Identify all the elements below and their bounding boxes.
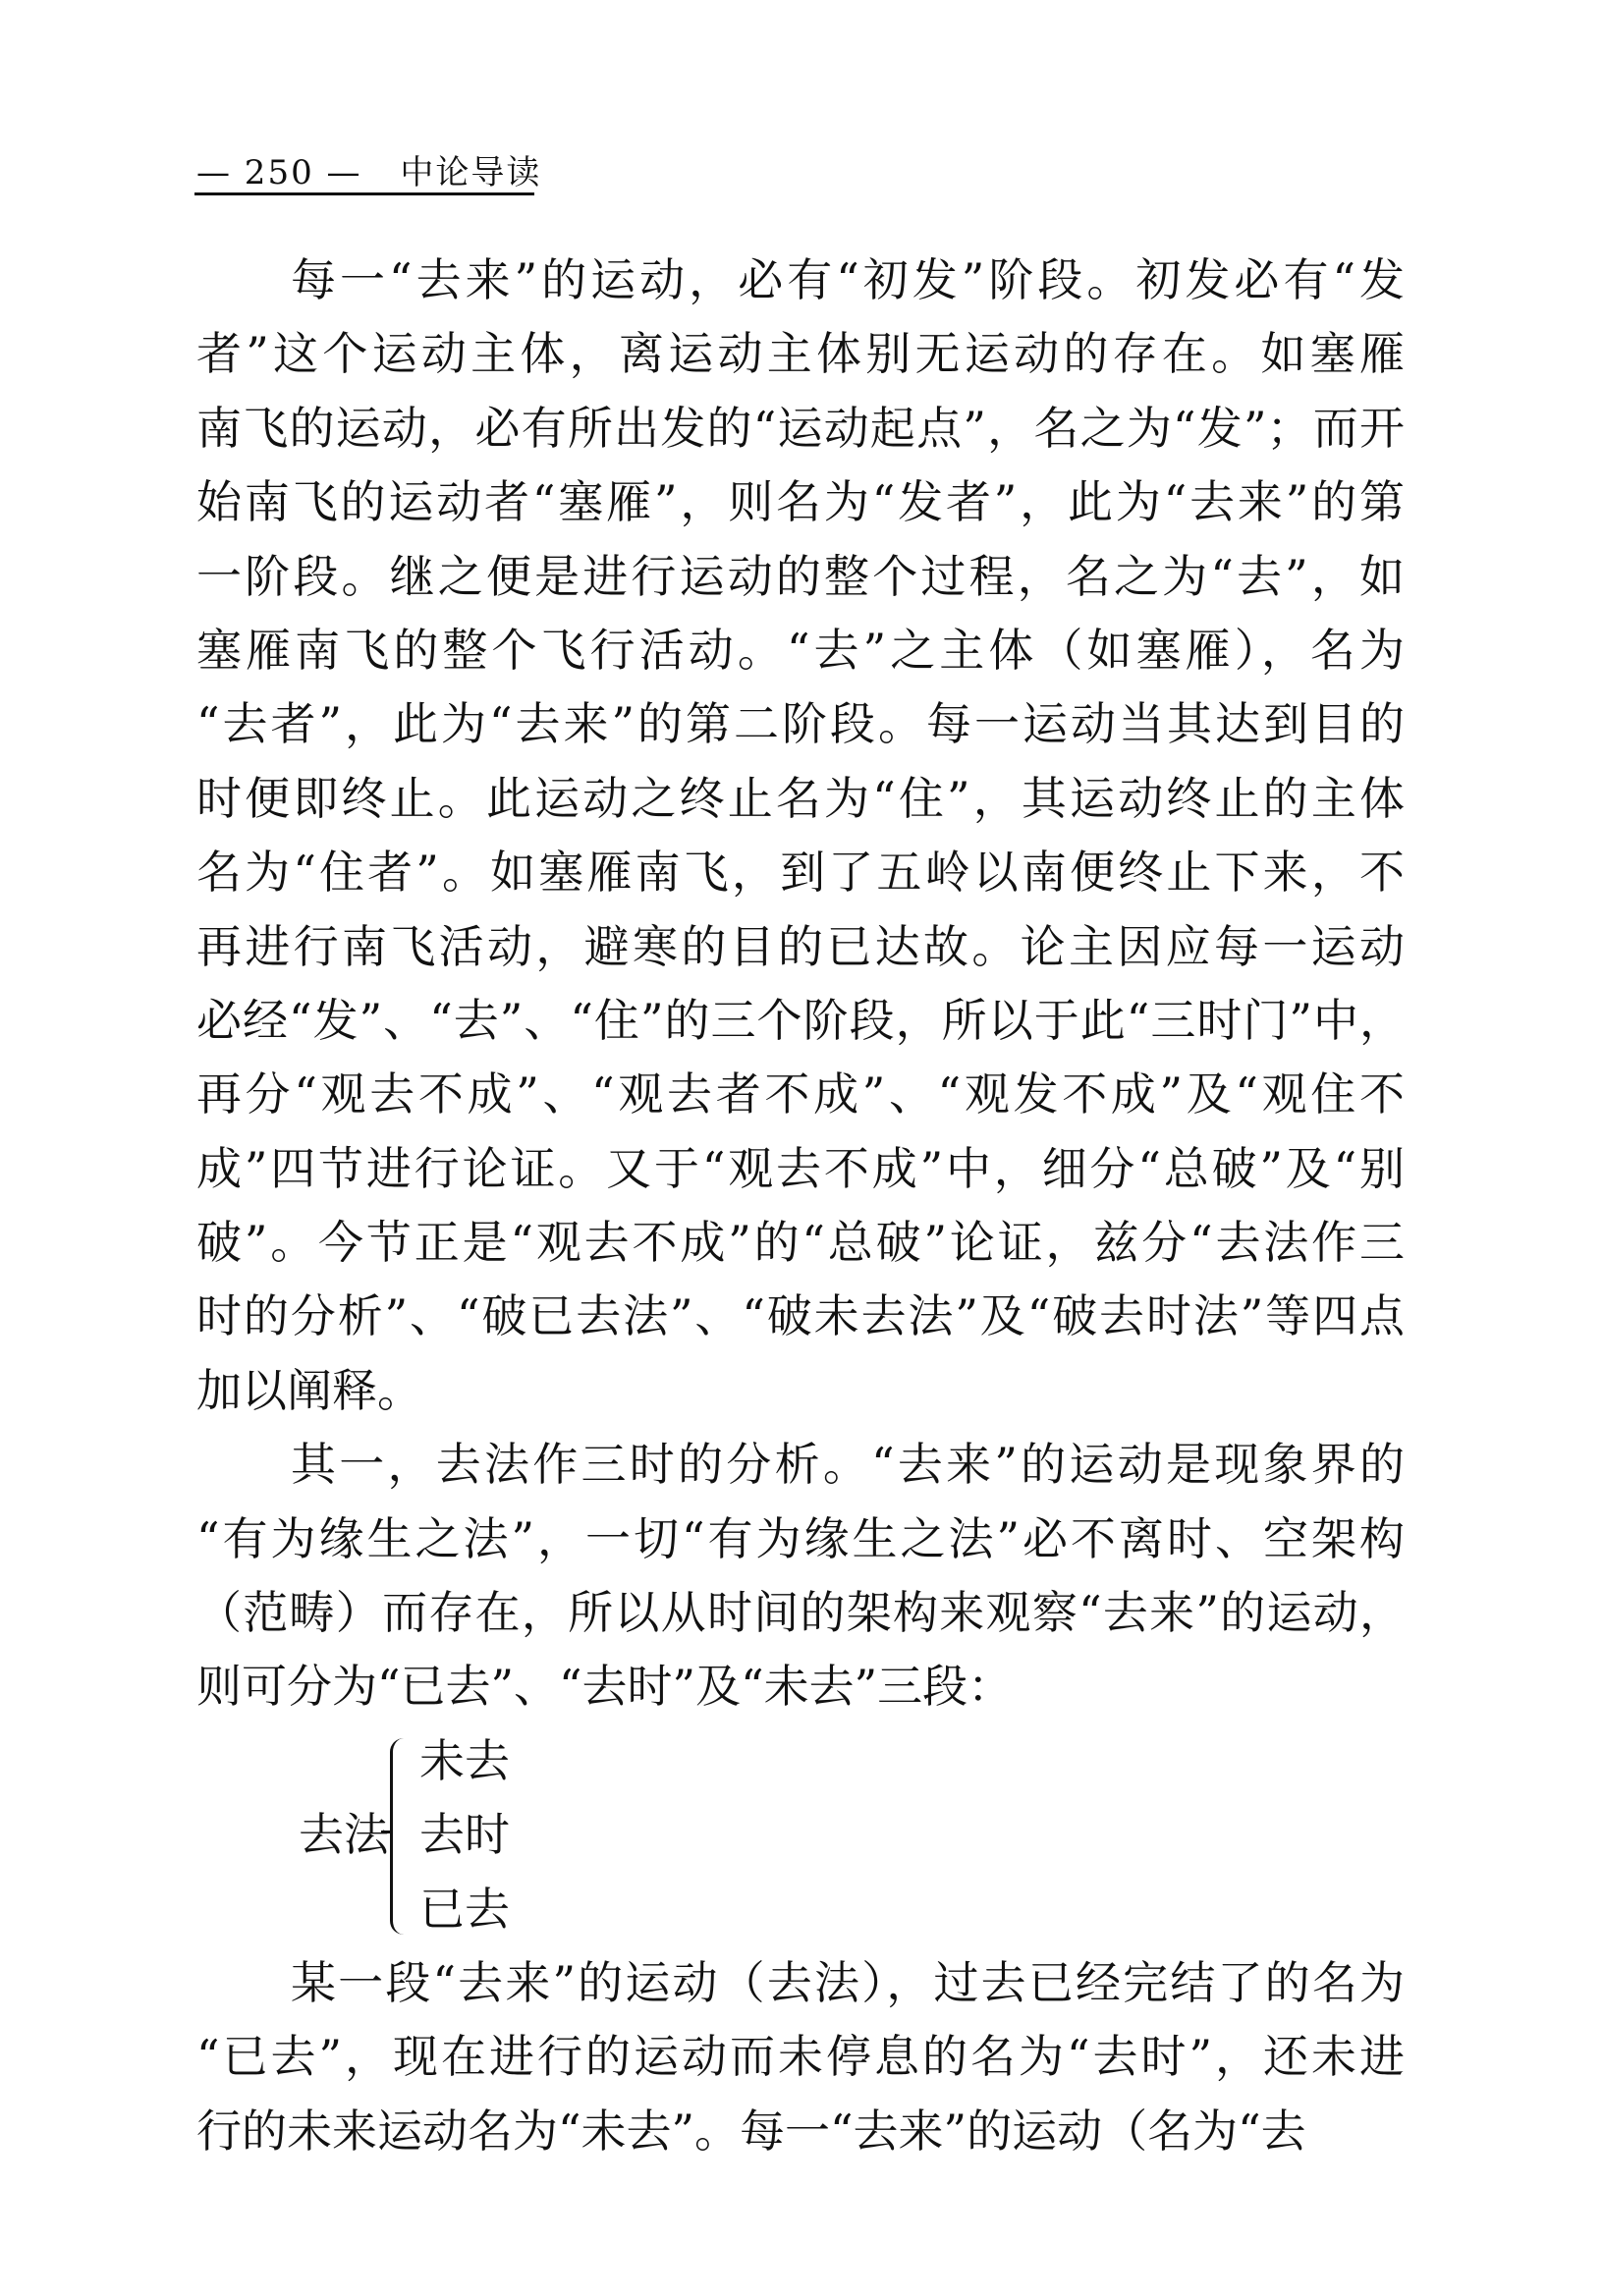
three-times-diagram — [196, 1724, 1405, 1946]
diagram-branch: 去时 — [419, 1808, 510, 1862]
paragraph-1-line: 每一“去来”的运动，必有“初发”阶段。初发必有“发 — [291, 253, 1405, 306]
diagram-branch: 已去 — [419, 1882, 510, 1936]
paragraph-1-line: 再进行南飞活动，避寒的目的已达故。论主因应每一运动 — [196, 919, 1405, 973]
brace-icon — [390, 1738, 407, 1935]
paragraph-1-line: 成”四节进行论证。又于“观去不成”中，细分“总破”及“别 — [196, 1141, 1405, 1195]
diagram-root: 去法 — [299, 1807, 389, 1861]
paragraph-1-line: 一阶段。继之便是进行运动的整个过程，名之为“去”，如 — [196, 549, 1405, 603]
book-title: 中论导读 — [400, 153, 542, 192]
paragraph-2-line: 则可分为“已去”、“去时”及“未去”三段： — [196, 1660, 1014, 1714]
paragraph-1-line: 南飞的运动，必有所出发的“运动起点”，名之为“发”；而开 — [196, 401, 1405, 455]
paragraph-2-line: （范畴）而存在，所以从时间的架构来观察“去来”的运动， — [196, 1586, 1405, 1640]
page-number: — 250 — — [196, 153, 362, 192]
paragraph-2-line: 其一，去法作三时的分析。“去来”的运动是现象界的 — [291, 1438, 1405, 1492]
paragraph-1-line: 加以阐释。 — [196, 1363, 422, 1417]
paragraph-2-line: “有为缘生之法”，一切“有为缘生之法”必不离时、空架构 — [196, 1511, 1405, 1565]
paragraph-1-line: “去者”，此为“去来”的第二阶段。每一运动当其达到目的 — [196, 697, 1405, 751]
paragraph-1-line: 再分“观去不成”、“观去者不成”、“观发不成”及“观住不 — [196, 1067, 1405, 1121]
header-rule — [194, 192, 534, 195]
brace-tip — [381, 1831, 391, 1839]
paragraph-3-line: 某一段“去来”的运动（去法），过去已经完结了的名为 — [291, 1955, 1405, 2009]
paragraph-3-line: “已去”，现在进行的运动而未停息的名为“去时”，还未进 — [196, 2030, 1405, 2084]
paragraph-1-line: 名为“住者”。如塞雁南飞，到了五岭以南便终止下来，不 — [196, 846, 1405, 900]
paragraph-1-line: 者”这个运动主体，离运动主体别无运动的存在。如塞雁 — [196, 327, 1405, 381]
running-header — [196, 145, 567, 193]
paragraph-1-line: 破”。今节正是“观去不成”的“总破”论证，兹分“去法作三 — [196, 1216, 1405, 1270]
paragraph-3-line: 行的未来运动名为“未去”。每一“去来”的运动（名为“去 — [196, 2104, 1306, 2158]
diagram-branch: 未去 — [419, 1733, 510, 1787]
paragraph-1-line: 时的分析”、“破已去法”、“破未去法”及“破去时法”等四点 — [196, 1289, 1405, 1343]
paragraph-1-line: 塞雁南飞的整个飞行活动。“去”之主体（如塞雁），名为 — [196, 623, 1405, 677]
body-text — [196, 244, 1405, 2168]
paragraph-1-line: 必经“发”、“去”、“住”的三个阶段，所以于此“三时门”中， — [196, 993, 1405, 1047]
paragraph-1-line: 时便即终止。此运动之终止名为“住”，其运动终止的主体 — [196, 771, 1405, 825]
paragraph-1-line: 始南飞的运动者“塞雁”，则名为“发者”，此为“去来”的第 — [196, 475, 1405, 529]
